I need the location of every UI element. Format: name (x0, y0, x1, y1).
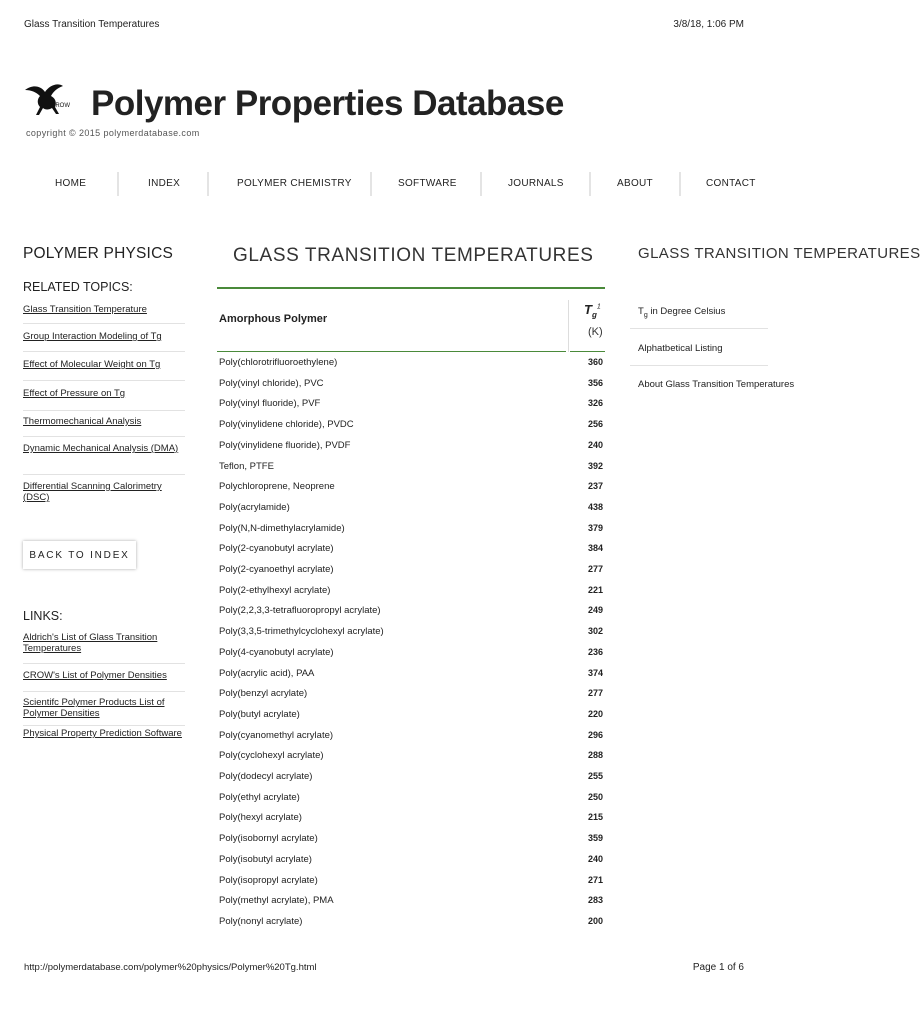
tg-value: 288 (587, 750, 603, 761)
print-page-title: Glass Transition Temperatures (24, 19, 160, 30)
polymer-name: Poly(isopropyl acrylate) (219, 874, 318, 886)
crow-logo-icon (23, 80, 77, 122)
tg-value: 220 (587, 708, 603, 719)
table-row (219, 647, 605, 667)
polymer-name: Poly(isobornyl acrylate) (219, 833, 318, 845)
link-about-tg[interactable]: About Glass Transition Temperatures (638, 379, 795, 390)
nav-index[interactable]: INDEX (148, 178, 181, 189)
table-row (219, 750, 605, 770)
column-header-polymer: Amorphous Polymer (219, 313, 328, 325)
table-row (219, 543, 605, 563)
polymer-name: Poly(acrylic acid), PAA (219, 667, 315, 679)
link-dsc[interactable]: Differential Scanning Calorimetry (DSC) (23, 481, 162, 503)
divider (23, 436, 185, 437)
link-group-interaction-modeling[interactable]: Group Interaction Modeling of Tg (23, 331, 162, 342)
page-title: GLASS TRANSITION TEMPERATURES (233, 245, 594, 266)
link-thermomechanical-analysis[interactable]: Thermomechanical Analysis (23, 416, 142, 427)
tg-value: 379 (587, 522, 603, 533)
nav-contact[interactable]: CONTACT (706, 178, 756, 189)
link-alphabetical-listing[interactable]: Alphatbetical Listing (638, 343, 723, 354)
header-rule (217, 351, 566, 352)
divider (23, 474, 185, 475)
divider (23, 410, 185, 411)
site-logo[interactable] (23, 80, 77, 122)
polymer-name: Poly(isobutyl acrylate) (219, 853, 312, 865)
tg-value: 240 (587, 853, 603, 864)
tg-value: 255 (587, 771, 603, 781)
tg-value: 256 (587, 419, 603, 430)
tg-footnote: 1 (596, 303, 601, 311)
link-aldrich-tg-list[interactable]: Aldrich's List of Glass Transition Temperatures (23, 632, 158, 654)
tg-value: 221 (587, 584, 603, 595)
table-row (219, 523, 605, 543)
table-row (219, 771, 605, 791)
polymer-name: Poly(ethyl acrylate) (219, 791, 300, 803)
tg-subscript: g (591, 310, 597, 320)
tg-value: 277 (587, 688, 603, 699)
table-row (219, 585, 605, 605)
tg-value: 240 (587, 439, 603, 450)
polymer-name: Poly(acrylamide) (219, 501, 290, 513)
polymer-name: Poly(2-cyanoethyl acrylate) (219, 564, 334, 575)
link-glass-transition-temperature[interactable]: Glass Transition Temperature (23, 304, 147, 315)
tg-value: 296 (587, 729, 603, 740)
polymer-name: Poly(nonyl acrylate) (219, 915, 303, 927)
link-dma[interactable]: Dynamic Mechanical Analysis (DMA) (23, 443, 179, 454)
table-row (219, 668, 605, 688)
main-nav (0, 172, 768, 196)
tg-value: 215 (587, 812, 603, 823)
print-page-number: Page 1 of 6 (692, 962, 744, 973)
table-row (219, 833, 605, 853)
back-to-index-button[interactable]: BACK TO INDEX (23, 541, 136, 569)
nav-divider (480, 172, 482, 196)
nav-divider (117, 172, 119, 196)
polymer-name: Poly(2,2,3,3-tetrafluoropropyl acrylate) (219, 605, 381, 617)
link-crow-densities[interactable]: CROW's List of Polymer Densities (23, 670, 167, 681)
nav-polymer-chemistry[interactable]: POLYMER CHEMISTRY (237, 178, 352, 189)
divider (630, 365, 768, 366)
table-row (219, 792, 605, 812)
tg-value: 360 (587, 357, 603, 367)
table-row (219, 419, 605, 439)
tg-value: 302 (587, 626, 603, 637)
polymer-name: Teflon, PTFE (219, 460, 274, 472)
table-row (219, 564, 605, 584)
tg-value: 384 (587, 543, 603, 554)
table-row (219, 378, 605, 398)
polymer-name: Poly(methyl acrylate), PMA (219, 895, 334, 907)
print-url: http://polymerdatabase.com/polymer%20physics/Polymer%20Tg.html (24, 962, 317, 973)
table-row (219, 709, 605, 729)
polymer-name: Poly(dodecyl acrylate) (219, 771, 313, 782)
table-row (219, 398, 605, 418)
tg-value: 237 (587, 481, 603, 492)
nav-divider (589, 172, 591, 196)
divider (23, 691, 185, 692)
polymer-name: Poly(hexyl acrylate) (219, 812, 302, 824)
table-row (219, 688, 605, 708)
tg-value: 283 (587, 895, 603, 906)
right-sidebar-heading: GLASS TRANSITION TEMPERATURES (638, 245, 921, 262)
polymer-name: Poly(vinyl fluoride), PVF (219, 398, 321, 410)
tg-value: 359 (587, 833, 603, 844)
nav-divider (679, 172, 681, 196)
divider (23, 323, 185, 324)
table-row (219, 357, 605, 377)
polymer-name: Poly(cyclohexyl acrylate) (219, 750, 324, 762)
sidebar-heading: POLYMER PHYSICS (23, 245, 174, 262)
table-row (219, 502, 605, 522)
polymer-name: Poly(3,3,5-trimethylcyclohexyl acrylate) (219, 626, 384, 638)
tg-value: 374 (587, 667, 603, 678)
nav-home[interactable]: HOME (55, 178, 87, 189)
polymer-name: Poly(vinylidene fluoride), PVDF (219, 439, 351, 451)
title-rule (217, 287, 605, 289)
nav-divider (370, 172, 372, 196)
polymer-name: Poly(4-cyanobutyl acrylate) (219, 646, 334, 658)
header-divider (568, 300, 569, 352)
polymer-name: Poly(butyl acrylate) (219, 708, 300, 720)
tg-value: 356 (587, 377, 603, 388)
site-title[interactable]: Polymer Properties Database (91, 84, 564, 123)
tg-value: 271 (587, 874, 603, 885)
table-row (219, 481, 605, 501)
tg-value: 326 (587, 398, 603, 409)
divider (630, 328, 768, 329)
table-row (219, 605, 605, 625)
divider (23, 725, 185, 726)
logo-text: CROW (51, 103, 70, 109)
link-tg-celsius[interactable]: $T_g$ in Degree Celsius (638, 306, 726, 319)
table-row (219, 812, 605, 832)
column-header-tg (584, 302, 601, 320)
links-label: LINKS: (23, 609, 63, 623)
divider (23, 380, 185, 381)
tg-value: 250 (587, 791, 603, 802)
tg-value: 236 (587, 646, 603, 657)
table-row (219, 895, 605, 915)
table-row (219, 730, 605, 750)
tg-value: 200 (587, 915, 603, 926)
tg-value: 277 (587, 564, 603, 574)
polymer-name: Poly(2-cyanobutyl acrylate) (219, 543, 334, 555)
polymer-name: Poly(vinyl chloride), PVC (219, 377, 324, 389)
table-row (219, 916, 605, 936)
nav-divider (207, 172, 209, 196)
column-header-unit: (K) (588, 326, 603, 338)
header-rule (570, 351, 605, 352)
nav-software[interactable]: SOFTWARE (398, 178, 457, 189)
related-topics-label: RELATED TOPICS: (23, 280, 133, 294)
link-scientific-polymer-densities[interactable]: Scientifc Polymer Products List of Polymer Densities (23, 697, 165, 719)
polymer-name: Poly(chlorotrifluoroethylene) (219, 357, 338, 368)
polymer-name: Polychloroprene, Neoprene (219, 481, 335, 493)
table-row (219, 854, 605, 874)
polymer-name: Poly(cyanomethyl acrylate) (219, 729, 334, 741)
table-row (219, 626, 605, 646)
divider (23, 663, 185, 664)
tg-value: 438 (587, 501, 603, 512)
tg-value: 249 (587, 605, 603, 616)
divider (23, 351, 185, 352)
link-effect-pressure[interactable]: Effect of Pressure on Tg (23, 388, 126, 399)
nav-journals[interactable]: JOURNALS (508, 178, 564, 189)
polymer-name: Poly(benzyl acrylate) (219, 688, 308, 700)
polymer-name: Poly(N,N-dimethylacrylamide) (219, 522, 345, 534)
link-effect-molecular-weight[interactable]: Effect of Molecular Weight on Tg (23, 359, 161, 370)
tg-value: 392 (587, 460, 603, 471)
tg-symbol: T (584, 302, 592, 317)
table-row (219, 440, 605, 460)
polymer-name: Poly(2-ethylhexyl acrylate) (219, 584, 331, 596)
link-property-prediction-software[interactable]: Physical Property Prediction Software (23, 728, 182, 739)
polymer-name: Poly(vinylidene chloride), PVDC (219, 419, 354, 431)
table-row (219, 461, 605, 481)
nav-about[interactable]: ABOUT (617, 178, 653, 189)
copyright-text: copyright © 2015 polymerdatabase.com (26, 128, 200, 138)
table-row (219, 875, 605, 895)
print-date: 3/8/18, 1:06 PM (673, 19, 744, 30)
